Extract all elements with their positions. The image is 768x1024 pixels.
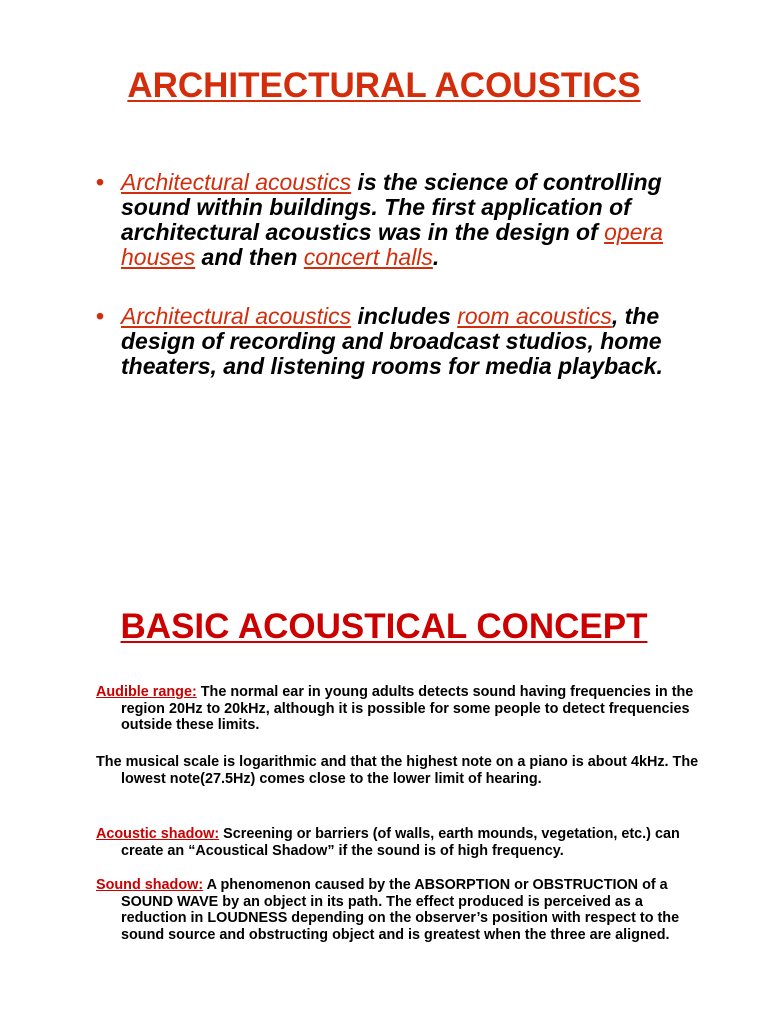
bullet-dot-icon: • bbox=[96, 169, 105, 195]
term-audible-range: Audible range: bbox=[96, 684, 197, 700]
link-opera-houses[interactable]: opera houses bbox=[121, 219, 663, 270]
link-architectural-acoustics[interactable]: Architectural acoustics bbox=[121, 169, 352, 195]
bullet-dot-icon: • bbox=[96, 303, 105, 329]
paragraph-audible-range bbox=[96, 684, 701, 734]
bullet-text: and then bbox=[195, 244, 304, 270]
link-room-acoustics[interactable]: room acoustics bbox=[457, 303, 612, 329]
section-title-architectural-acoustics: ARCHITECTURAL ACOUSTICS bbox=[127, 66, 641, 105]
paragraph-text: The musical scale is logarithmic and that the highest note on a piano is about 4kHz. The lowest note(27.5Hz) comes close to the lower limit of hearing. bbox=[96, 754, 699, 787]
bullet-item-scope bbox=[96, 304, 676, 379]
link-architectural-acoustics[interactable]: Architectural acoustics bbox=[121, 303, 352, 329]
section-title-basic-acoustical-concept: BASIC ACOUSTICAL CONCEPT bbox=[120, 607, 648, 646]
paragraph-sound-shadow bbox=[96, 877, 701, 943]
bullet-item-definition bbox=[96, 170, 676, 270]
bullet-text: . bbox=[432, 244, 440, 270]
link-concert-halls[interactable]: concert halls bbox=[303, 244, 433, 270]
paragraph-text: A phenomenon caused by the ABSORPTION or OBSTRUCTION of a SOUND WAVE by an object in its path. The effect produced is perceived as a reduction in LOUDNESS depending on the observer’s position with respect to the sound source and obstructing object and is greatest when the three are aligned. bbox=[121, 877, 680, 943]
intro-bullet-list bbox=[96, 170, 676, 413]
term-sound-shadow: Sound shadow: bbox=[96, 877, 204, 893]
bullet-text: , the design of recording and broadcast studios, home theaters, and listening rooms for media playback. bbox=[121, 303, 663, 379]
bullet-text: includes bbox=[351, 303, 458, 329]
bullet-text: is the science of controlling sound within buildings. The first application of architectural acoustics was in the design of bbox=[121, 169, 662, 245]
paragraph-text: The normal ear in young adults detects sound having frequencies in the region 20Hz to 20kHz, although it is possible for some people to detect frequencies outside these limits. bbox=[121, 684, 694, 733]
paragraph-musical-scale bbox=[96, 754, 701, 787]
paragraph-acoustic-shadow bbox=[96, 826, 701, 859]
term-acoustic-shadow: Acoustic shadow: bbox=[96, 826, 220, 842]
paragraph-text: Screening or barriers (of walls, earth mounds, vegetation, etc.) can create an “Acoustical Shadow” if the sound is of high frequency. bbox=[121, 826, 680, 859]
